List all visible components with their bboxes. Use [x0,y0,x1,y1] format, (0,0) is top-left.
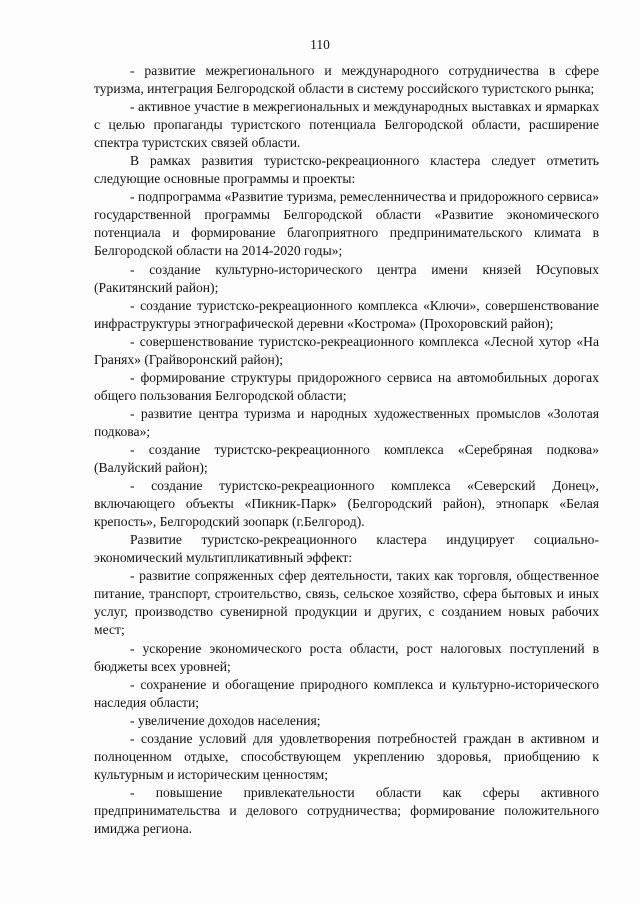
paragraph: - совершенствование туристско-рекреационного комплекса «Лесной хутор «На Гранях» (Грайворонский район); [94,333,599,367]
paragraph: - создание туристско-рекреационного комплекса «Серебряная подкова» (Валуйский район); [94,441,599,476]
document-body [94,62,599,838]
paragraph: - создание культурно-исторического центра имени князей Юсуповых (Ракитянский район); [94,261,599,295]
paragraph: - развитие сопряженных сфер деятельности, таких как торговля, общественное питание, транспорт, строительство, связь, сельское хозяйство, сфера бытовых и иных услуг, производство сувенирной продукции и других, с созданием новых рабочих мест; [94,568,599,638]
paragraph: Развитие туристско-рекреационного кластера индуцирует социально-экономический мультипликативный эффект: [94,532,599,566]
paragraph: - развитие центра туризма и народных художественных промыслов «Золотая подкова»; [94,405,599,439]
paragraph: - активное участие в межрегиональных и международных выставках и ярмарках с целью пропаганды туристского потенциала Белгородской области, расширение спектра туристских связей области. [94,99,599,151]
paragraph: - увеличение доходов населения; [130,712,321,728]
paragraph: - формирование структуры придорожного сервиса на автомобильных дорогах общего пользования Белгородской области; [94,369,599,403]
paragraph: - ускорение экономического роста области, рост налоговых поступлений в бюджеты всех уровней; [94,640,599,674]
paragraph: - повышение привлекательности области как сферы активного предпринимательства и делового сотрудничества; формирование положительного имиджа региона. [94,784,599,836]
paragraph: - подпрограмма «Развитие туризма, ремесленничества и придорожного сервиса» государственной программы Белгородской области «Развитие экономического потенциала и формирование благоприятного предпринимательского климата в Белгородской области на 2014-2020 годы»; [94,189,599,259]
paragraph: - создание условий для удовлетворения потребностей граждан в активном и полноценном отдыхе, способствующем укреплению здоровья, приобщению к культурным и историческим ценностям; [94,730,599,782]
paragraph: В рамках развития туристско-рекреационного кластера следует отметить следующие основные программы и проекты: [94,153,599,187]
paragraph: - развитие межрегионального и международного сотрудничества в сфере туризма, интеграция Белгородской области в систему российского туристского рынка; [94,63,599,97]
paragraph: - сохранение и обогащение природного комплекса и культурно-исторического наследия области; [94,676,599,710]
paragraph: - создание туристско-рекреационного комплекса «Северский Донец», включающего объекты «Пикник-Парк» (Белгородский район), этнопарк «Белая крепость», Белгородский зоопарк (г.Белгород). [94,478,599,530]
paragraph: - создание туристско-рекреационного комплекса «Ключи», совершенствование инфраструктуры этнографической деревни «Кострома» (Прохоровский район); [94,297,599,331]
page-number: 110 [310,37,330,52]
